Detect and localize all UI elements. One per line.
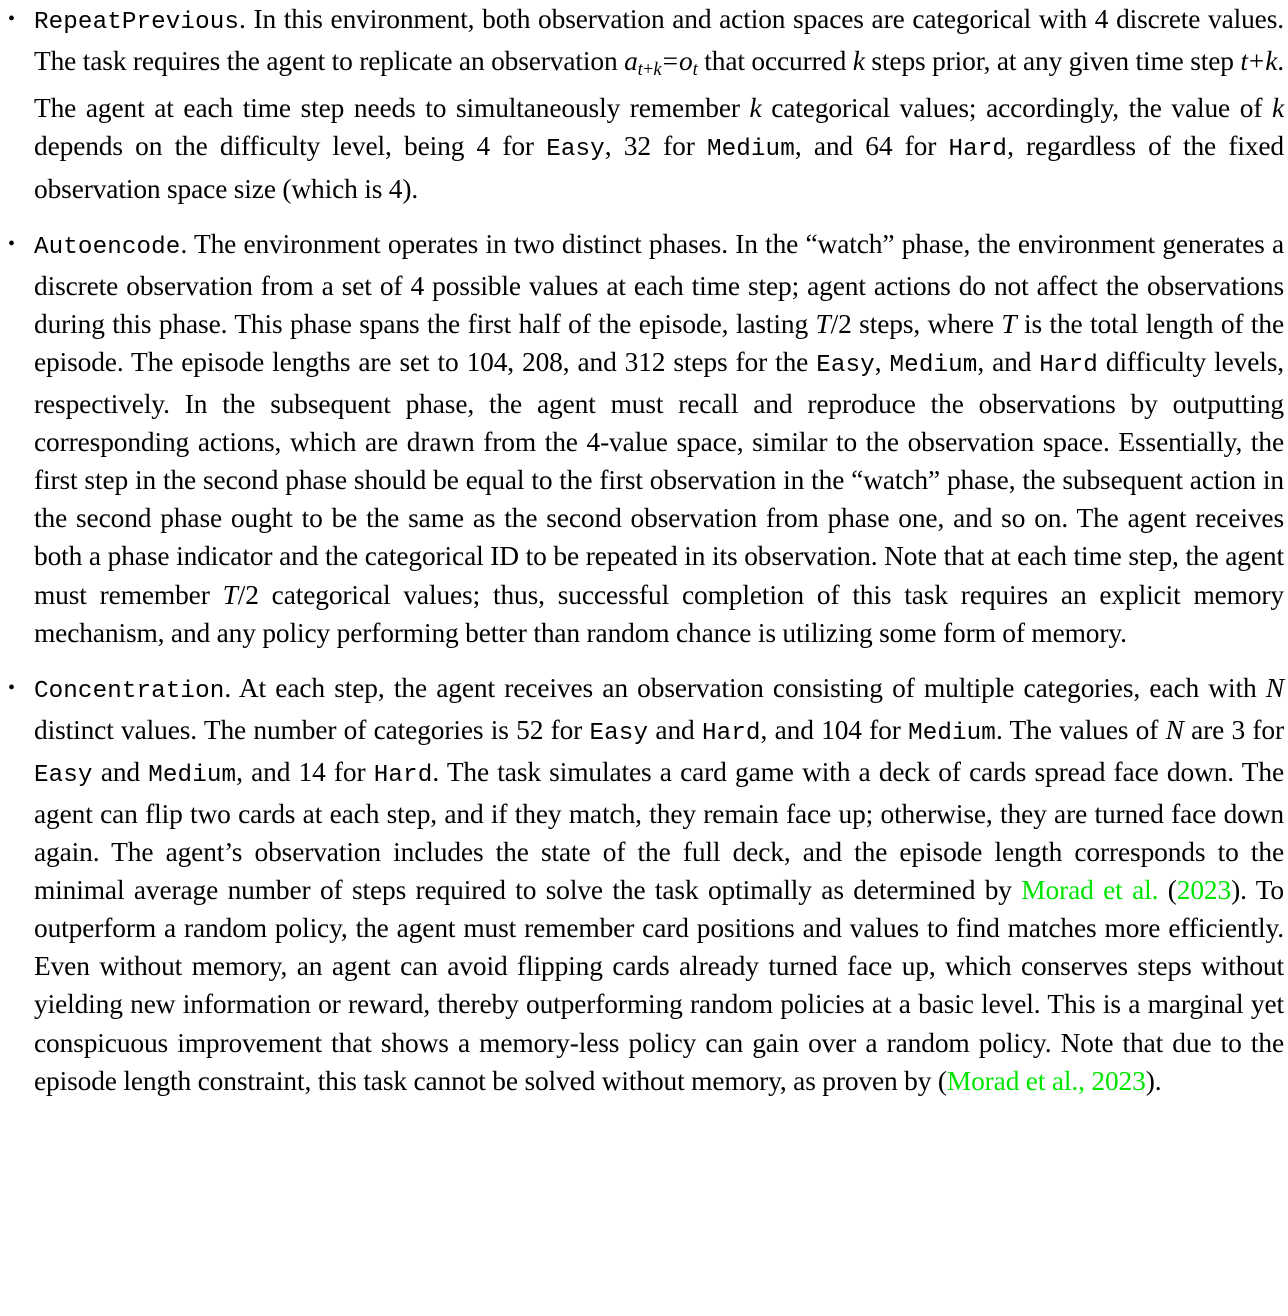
- text-segment: difficulty levels, respectively. In the subsequent phase, the agent must recall and reproduce the observations by outputting corresponding actions, which are drawn from the 4-value space, similar to the observation space. Essentially, the first step in the second phase should be equal to the first observation in the “watch” phase, the subsequent action in the second phase ought to be the same as the second observation from phase one, and so on. The agent receives both a phase indicator and the categorical ID to be repeated in its observation. Note that at each time step, the agent must remember: [34, 346, 1284, 610]
- difficulty-level-easy: Easy: [589, 719, 649, 747]
- math-variable-T: T: [1001, 308, 1017, 339]
- text-segment: . To outperform a random policy, the agent must remember card positions and values to find matches more efficiently. Even without memory, an agent can avoid flipping cards already turned face up, which conserves steps without yielding new information or reward, thereby outperforming random policies at a basic level. This is a marginal yet conspicuous improvement that shows a memory-less policy can gain over a random policy. Note that due to the episode length constraint, this task cannot be solved without memory, as proven by: [34, 875, 1285, 1096]
- text-segment: , and 104 for: [760, 714, 909, 745]
- text-segment: ,: [874, 346, 890, 377]
- citation-link-morad-2023-author[interactable]: Morad et al.: [1021, 875, 1159, 906]
- text-segment: depends on the difficulty level, being 4 for: [34, 131, 547, 162]
- math-variable-t: t: [1240, 46, 1248, 77]
- text-segment: . At each step, the agent receives an observation consisting of multiple categories, each with: [224, 672, 1266, 703]
- math-subscript-tplusk: [638, 59, 662, 80]
- difficulty-level-medium: Medium: [889, 351, 978, 379]
- text-segment: . The environment operates in two distinct phases. In the “watch” phase, the environment generates a discrete observation from a set of 4 possible values at each time step; agent actions do not affect the observations during this phase. This phase spans the first half of the episode, lasting: [34, 228, 1284, 339]
- text-segment: , and: [977, 346, 1040, 377]
- math-variable-o: o: [678, 46, 693, 77]
- difficulty-level-hard: Hard: [701, 719, 761, 747]
- list-item-autoencode: [0, 225, 1284, 652]
- math-variable-N: N: [1165, 714, 1184, 745]
- difficulty-level-hard: Hard: [948, 136, 1008, 164]
- math-variable-k: k: [1271, 93, 1285, 124]
- list-item-repeat-previous: [0, 0, 1284, 208]
- citation-link-morad-2023-full[interactable]: Morad et al., 2023: [946, 1065, 1146, 1096]
- text-segment: , 32 for: [604, 131, 707, 162]
- text-segment: .: [1154, 1065, 1162, 1096]
- math-variable-k: k: [1265, 46, 1278, 77]
- text-segment: . In this environment, both observation and action spaces are categorical with 4 discrete values. The task requires the agent to replicate an observation: [34, 4, 1284, 77]
- env-name-concentration: Concentration: [34, 677, 225, 705]
- math-variable-N: N: [1265, 672, 1284, 703]
- bullet-marker-icon: •: [8, 8, 15, 30]
- text-segment: . The task simulates a card game with a deck of cards spread face down. The agent can flip two cards at each step, and if they match, they remain face up; otherwise, they are turned face down again. The agent’s observation includes the state of the full deck, and the episode length corresponds to the minimal average number of steps required to solve the task optimally as determined by: [34, 756, 1285, 906]
- difficulty-level-medium: Medium: [706, 136, 795, 164]
- difficulty-level-hard: Hard: [1039, 351, 1098, 379]
- math-divide-two: /2: [830, 308, 852, 339]
- math-variable-k: k: [852, 46, 865, 77]
- text-segment: , and 64 for: [794, 131, 949, 162]
- citation-close-paren: ): [1231, 875, 1241, 906]
- math-sub-k: k: [653, 59, 662, 81]
- list-item-concentration: [0, 669, 1284, 1100]
- text-segment: distinct values. The number of categories is 52 for: [34, 714, 590, 745]
- citation-link-morad-2023-year[interactable]: 2023: [1176, 875, 1232, 906]
- text-segment: , regardless of the fixed observation space size (which is 4).: [34, 131, 1285, 204]
- math-equals: =: [662, 46, 678, 77]
- text-segment: steps, where: [851, 308, 1002, 339]
- citation-open-paren: (: [937, 1065, 947, 1096]
- math-divide-two: /2: [237, 579, 259, 610]
- text-segment: that occurred: [697, 46, 853, 77]
- math-plus: +: [1248, 46, 1265, 77]
- text-segment: steps prior, at any given time step: [864, 46, 1241, 77]
- citation-close-paren: ): [1145, 1065, 1155, 1096]
- math-variable-T: T: [222, 579, 238, 610]
- text-segment: categorical values; accordingly, the value of: [761, 93, 1272, 124]
- text-segment: . The values of: [995, 714, 1166, 745]
- difficulty-level-easy: Easy: [34, 761, 93, 789]
- text-segment: and: [92, 756, 149, 787]
- env-name-repeat-previous: RepeatPrevious: [34, 9, 240, 36]
- text-segment: , and 14 for: [236, 756, 374, 787]
- text-segment: are 3 for: [1183, 714, 1284, 745]
- difficulty-level-easy: Easy: [816, 351, 875, 379]
- difficulty-level-hard: Hard: [373, 761, 433, 789]
- citation-open-paren: (: [1158, 875, 1177, 906]
- math-subscript-t: t: [692, 59, 698, 81]
- text-segment: . The agent at each time step needs to simultaneously remember: [34, 46, 1284, 124]
- math-sub-t: t: [637, 59, 643, 81]
- math-variable-k: k: [749, 93, 762, 124]
- text-segment: categorical values; thus, successful completion of this task requires an explicit memory mechanism, and any policy performing better than random chance is utilizing some form of memory.: [34, 579, 1285, 648]
- math-variable-T: T: [815, 308, 831, 339]
- text-segment: is the total length of the episode. The episode lengths are set to 104, 208, and 312 steps for the: [34, 308, 1284, 377]
- env-name-autoencode: Autoencode: [34, 233, 181, 261]
- difficulty-level-easy: Easy: [546, 136, 605, 164]
- difficulty-level-medium: Medium: [908, 719, 996, 747]
- bullet-marker-icon: •: [8, 676, 15, 699]
- text-segment: and: [648, 714, 702, 745]
- math-variable-a: a: [624, 46, 638, 77]
- math-sub-plus: +: [642, 59, 654, 81]
- bullet-marker-icon: •: [8, 232, 15, 255]
- difficulty-level-medium: Medium: [148, 761, 237, 789]
